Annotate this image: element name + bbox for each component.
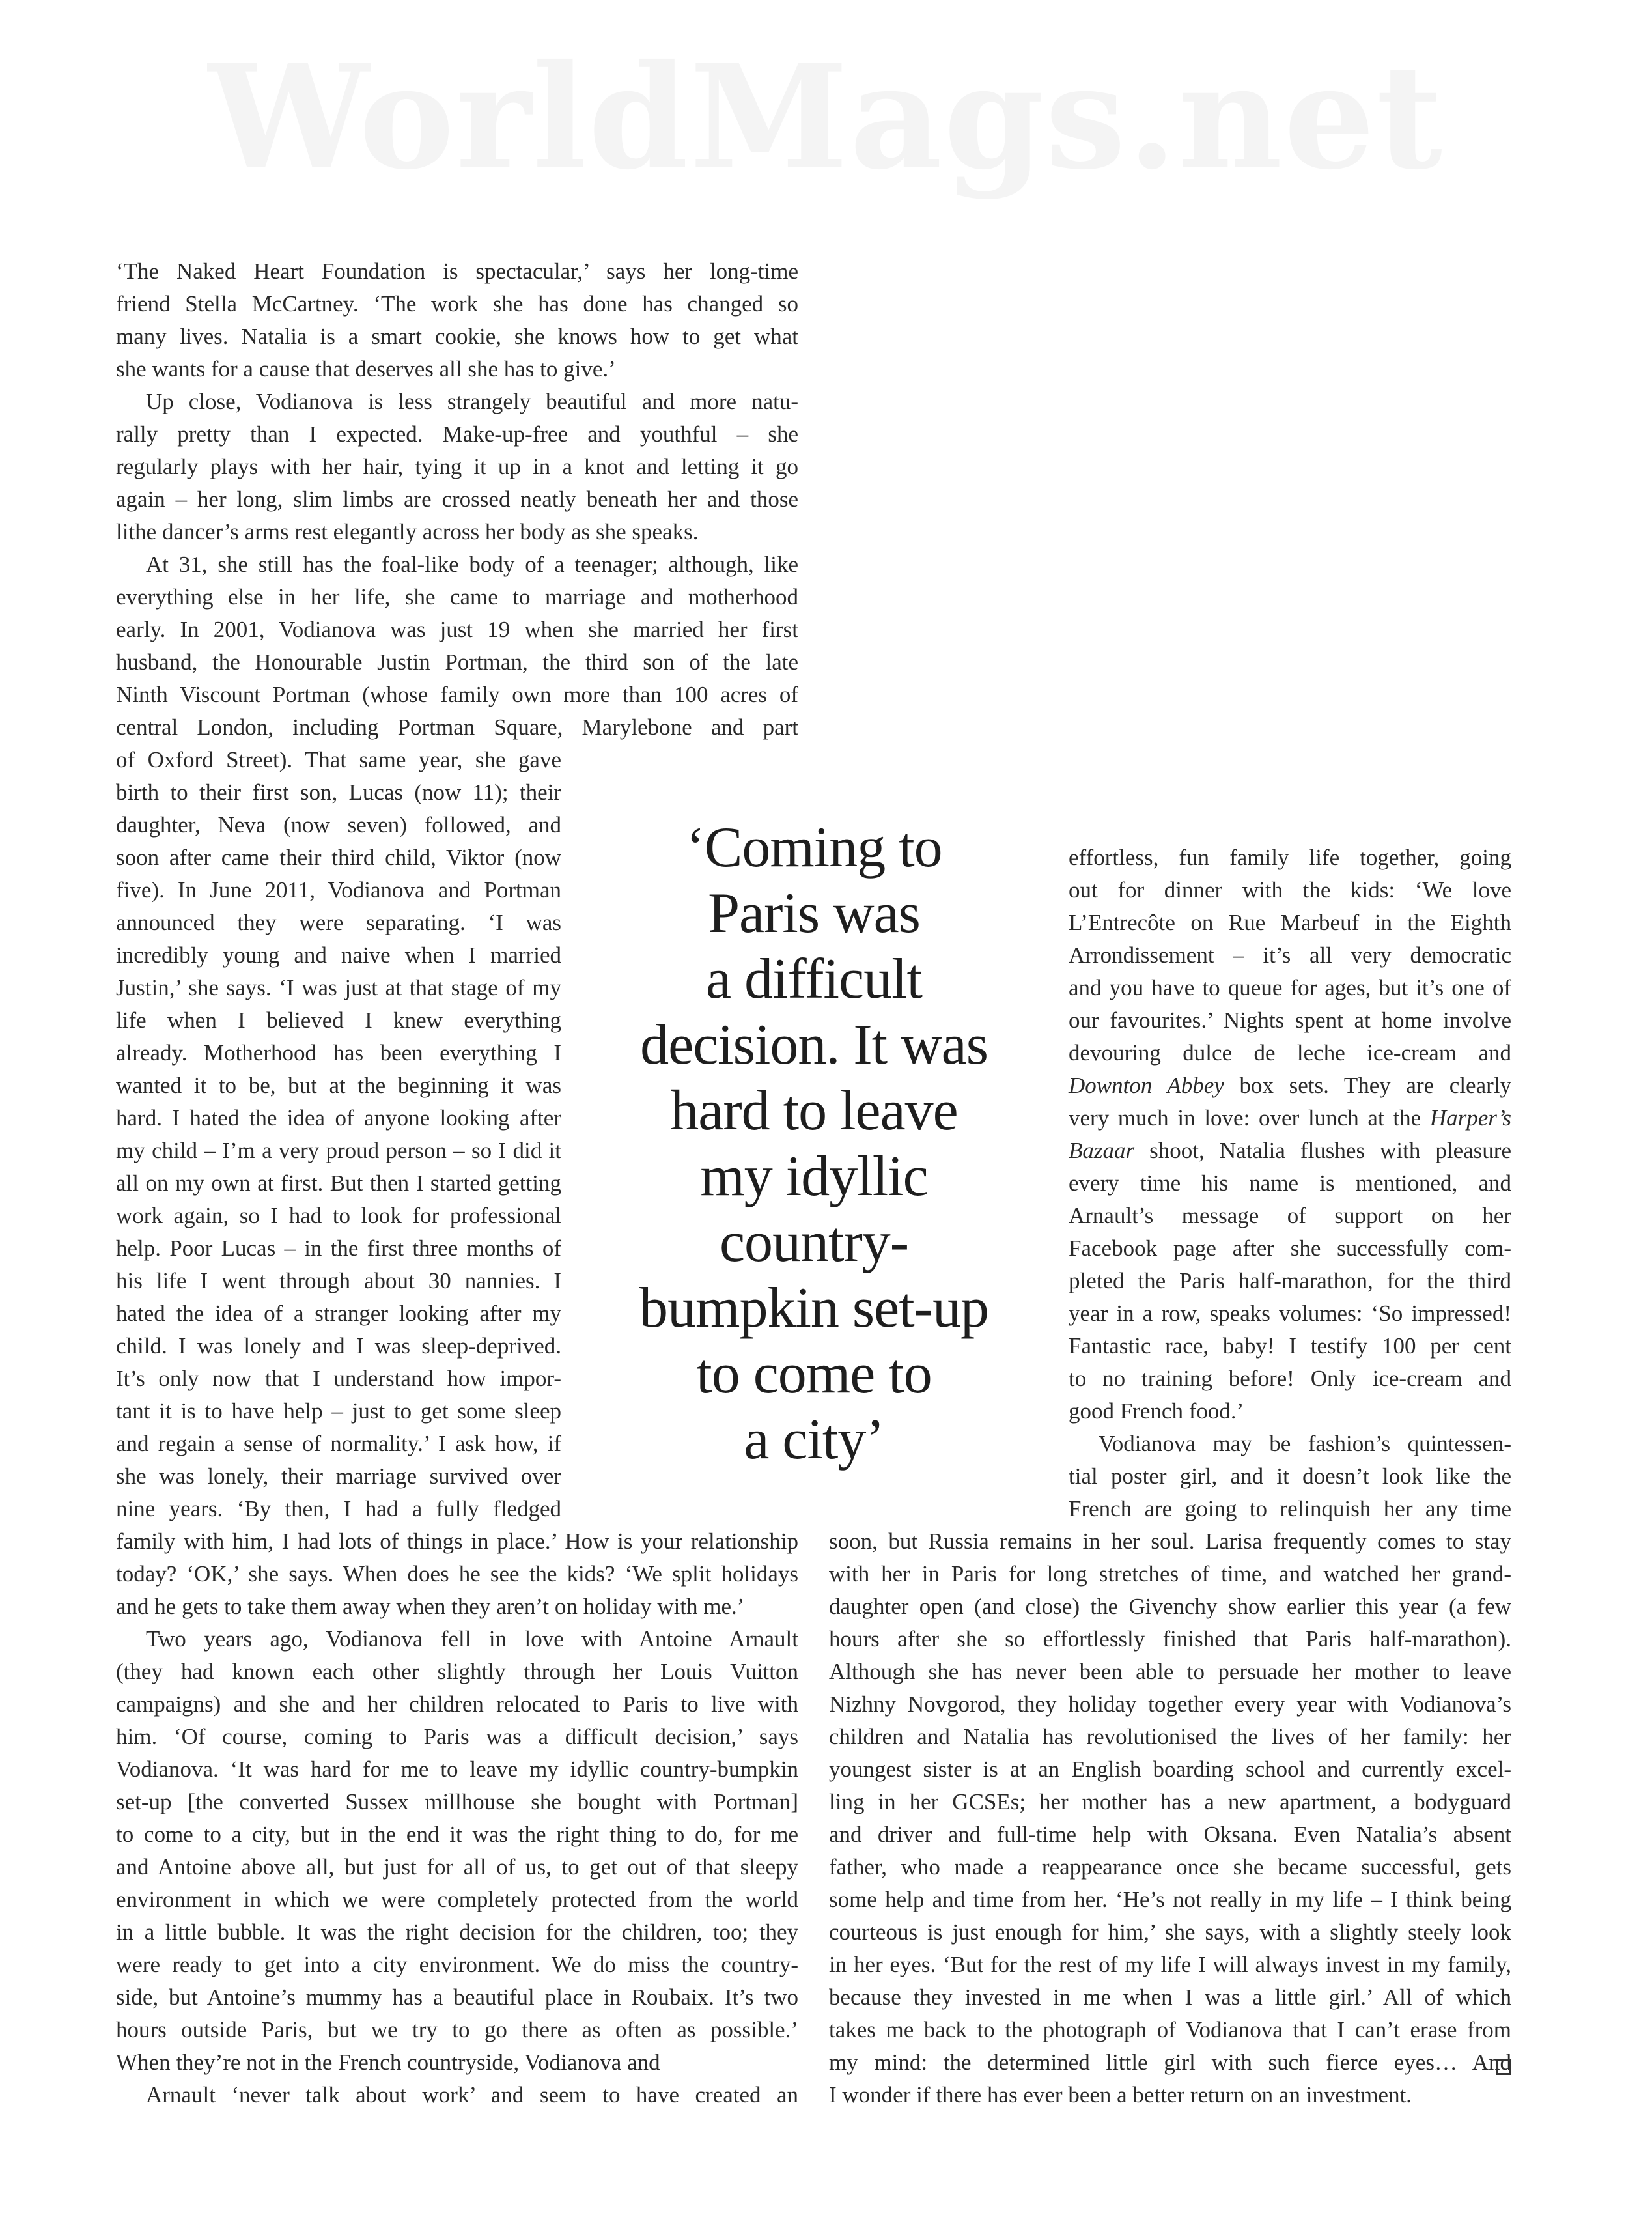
text-line: children and Natalia has revolutionised the lives of her family: her [829,1724,1511,1749]
text-line: French are going to relinquish her any time [1069,1496,1511,1521]
text-line: Two years ago, Vodianova fell in love with Antoine Arnault [146,1626,798,1652]
text-line: everything else in her life, she came to marriage and motherhood [116,584,798,610]
text-line: year in a row, speaks volumes: ‘So impressed! [1069,1301,1511,1326]
text-line: hours after she so effortlessly finished that Paris half-marathon). [829,1626,1511,1652]
text-line: with her in Paris for long stretches of time, and watched her grand- [829,1561,1511,1587]
pull-quote-line: to come to [696,1342,932,1405]
text-line: in a little bubble. It was the right decision for the children, too; they [116,1919,798,1945]
text-line: good French food.’ [1069,1398,1244,1424]
text-line: early. In 2001, Vodianova was just 19 when she married her first [116,617,798,642]
text-line: Downton Abbey box sets. They are clearly [1069,1073,1511,1098]
text-line: in her eyes. ‘But for the rest of my life I will always invest in my family, [829,1952,1511,1977]
text-line: his life I went through about 30 nannies. I [116,1268,561,1293]
text-line: and regain a sense of normality.’ I ask how, if [116,1431,561,1456]
text-line: today? ‘OK,’ she says. When does he see the kids? ‘We split holidays [116,1561,798,1587]
text-line: some help and time from her. ‘He’s not really in my life – I think being [829,1887,1511,1912]
text-line: I wonder if there has ever been a better return on an investment. [829,2082,1412,2108]
text-line: ‘The Naked Heart Foundation is spectacular,’ says her long-time [116,259,798,284]
text-line: It’s only now that I understand how impor- [116,1366,561,1391]
text-line: regularly plays with her hair, tying it up in a knot and letting it go [116,454,798,479]
text-line: side, but Antoine’s mummy has a beautiful place in Roubaix. It’s two [116,1984,798,2010]
text-line: When they’re not in the French countryside, Vodianova and [116,2050,660,2075]
text-line: Arrondissement – it’s all very democratic [1069,942,1511,968]
text-line: Arnault ‘never talk about work’ and seem to have created an [146,2082,798,2108]
text-line: because they invested in me when I was a little girl.’ All of which [829,1984,1511,2010]
text-line: nine years. ‘By then, I had a fully fledged [116,1496,561,1521]
pull-quote-line: my idyllic [700,1145,928,1208]
italic-title: Bazaar [1069,1138,1135,1163]
text-line: many lives. Natalia is a smart cookie, she knows how to get what [116,324,798,349]
text-line: family with him, I had lots of things in place.’ How is your relationship [116,1529,798,1554]
text-line: every time his name is mentioned, and [1069,1170,1511,1196]
text-line: announced they were separating. ‘I was [116,910,561,935]
text-line: very much in love: over lunch at the Harper’s [1069,1105,1511,1131]
text-line: Vodianova. ‘It was hard for me to leave my idyllic country-bumpkin [116,1757,798,1782]
italic-title: Harper’s [1429,1105,1511,1131]
text-line: tant it is to have help – just to get some sleep [116,1398,561,1424]
text-line: life when I believed I knew everything [116,1008,561,1033]
text-line: child. I was lonely and I was sleep-deprived. [116,1333,561,1359]
text-line: campaigns) and she and her children relocated to Paris to live with [116,1691,798,1717]
text-line: L’Entrecôte on Rue Marbeuf in the Eighth [1069,910,1511,935]
text-line: work again, so I had to look for professional [116,1203,561,1228]
text-line: of Oxford Street). That same year, she gave [116,747,561,772]
text-line: to come to a city, but in the end it was the right thing to do, for me [116,1822,798,1847]
end-of-article-icon [1496,2059,1511,2075]
text-line: lithe dancer’s arms rest elegantly across her body as she speaks. [116,519,699,544]
pull-quote-line: Paris was [708,882,920,945]
pull-quote-line: country- [719,1211,909,1274]
text-line: effortless, fun family life together, going [1069,845,1511,870]
text-line: Fantastic race, baby! I testify 100 per cent [1069,1333,1511,1359]
text-line: and he gets to take them away when they aren’t on holiday with me.’ [116,1594,745,1619]
watermark: WorldMags.net [208,33,1444,201]
text-line: pleted the Paris half-marathon, for the third [1069,1268,1511,1293]
text-line: Justin,’ she says. ‘I was just at that stage of my [116,975,561,1000]
pull-quote-line: bumpkin set-up [639,1277,988,1340]
text-line: soon after came their third child, Viktor (now [116,845,561,870]
text-line: husband, the Honourable Justin Portman, the third son of the late [116,649,798,675]
text-line: she wants for a cause that deserves all she has to give.’ [116,356,616,382]
text-line: friend Stella McCartney. ‘The work she has done has changed so [116,291,798,317]
text-line: father, who made a reappearance once she became successful, gets [829,1854,1511,1880]
text-line: courteous is just enough for him,’ she says, with a slightly steely look [829,1919,1511,1945]
text-line: birth to their first son, Lucas (now 11); their [116,780,561,805]
text-line: set-up [the converted Sussex millhouse she bought with Portman] [116,1789,798,1814]
text-line: our favourites.’ Nights spent at home involve [1069,1008,1511,1033]
text-line: takes me back to the photograph of Vodianova that I can’t erase from [829,2017,1511,2042]
text-line: to no training before! Only ice-cream and [1069,1366,1511,1391]
pull-quote-line: hard to leave [670,1079,958,1142]
text-line: Arnault’s message of support on her [1069,1203,1511,1228]
text-line: rally pretty than I expected. Make-up-free and youthful – she [116,421,798,447]
text-line: hard. I hated the idea of anyone looking after [116,1105,561,1131]
text-line: youngest sister is at an English boarding school and currently excel- [829,1757,1511,1782]
text-line: At 31, she still has the foal-like body of a teenager; although, like [146,552,798,577]
text-line: and Antoine above all, but just for all of us, to get out of that sleepy [116,1854,798,1880]
text-line: devouring dulce de leche ice-cream and [1069,1040,1511,1066]
text-line: already. Motherhood has been everything I [116,1040,561,1066]
text-line: five). In June 2011, Vodianova and Portman [116,877,561,903]
text-line: soon, but Russia remains in her soul. Larisa frequently comes to stay [829,1529,1511,1554]
pull-quote-line: decision. It was [640,1013,988,1077]
text-line: central London, including Portman Square, Marylebone and part [116,714,798,740]
text-line: wanted it to be, but at the beginning it was [116,1073,561,1098]
text-line: she was lonely, their marriage survived over [116,1463,561,1489]
text-line: daughter open (and close) the Givenchy show earlier this year (a few [829,1594,1511,1619]
italic-title: Downton Abbey [1069,1073,1224,1098]
text-line: incredibly young and naive when I married [116,942,561,968]
pull-quote-line: a difficult [706,948,922,1011]
text-line: Nizhny Novgorod, they holiday together every year with Vodianova’s [829,1691,1511,1717]
text-line: Ninth Viscount Portman (whose family own more than 100 acres of [116,682,798,707]
text-line: out for dinner with the kids: ‘We love [1069,877,1511,903]
text-line: and you have to queue for ages, but it’s one of [1069,975,1511,1000]
text-line: ling in her GCSEs; her mother has a new apartment, a bodyguard [829,1789,1511,1814]
text-line: again – her long, slim limbs are crossed neatly beneath her and those [116,487,798,512]
pull-quote-line: a city’ [744,1408,884,1471]
text-line: hours outside Paris, but we try to go there as often as possible.’ [116,2017,798,2042]
text-line: environment in which we were completely protected from the world [116,1887,798,1912]
text-line: and driver and full-time help with Oksana. Even Natalia’s absent [829,1822,1511,1847]
text-line: Although she has never been able to persuade her mother to leave [829,1659,1511,1684]
text-line: Bazaar shoot, Natalia flushes with pleasure [1069,1138,1511,1163]
text-line: Vodianova may be fashion’s quintessen- [1099,1431,1511,1456]
text-line: my child – I’m a very proud person – so I did it [116,1138,561,1163]
text-line: daughter, Neva (now seven) followed, and [116,812,561,838]
text-line: him. ‘Of course, coming to Paris was a difficult decision,’ says [116,1724,798,1749]
text-line: (they had known each other slightly through her Louis Vuitton [116,1659,798,1684]
text-line: all on my own at first. But then I started getting [116,1170,561,1196]
pull-quote-line: ‘Coming to [686,816,942,879]
text-line: hated the idea of a stranger looking after my [116,1301,561,1326]
text-line: help. Poor Lucas – in the first three months of [116,1235,561,1261]
text-line: Up close, Vodianova is less strangely beautiful and more natu- [146,389,798,414]
text-line: my mind: the determined little girl with such fierce eyes… And [829,2050,1511,2075]
text-line: were ready to get into a city environment. We do miss the country- [116,1952,798,1977]
text-line: Facebook page after she successfully com- [1069,1235,1511,1261]
text-line: tial poster girl, and it doesn’t look like the [1069,1463,1511,1489]
